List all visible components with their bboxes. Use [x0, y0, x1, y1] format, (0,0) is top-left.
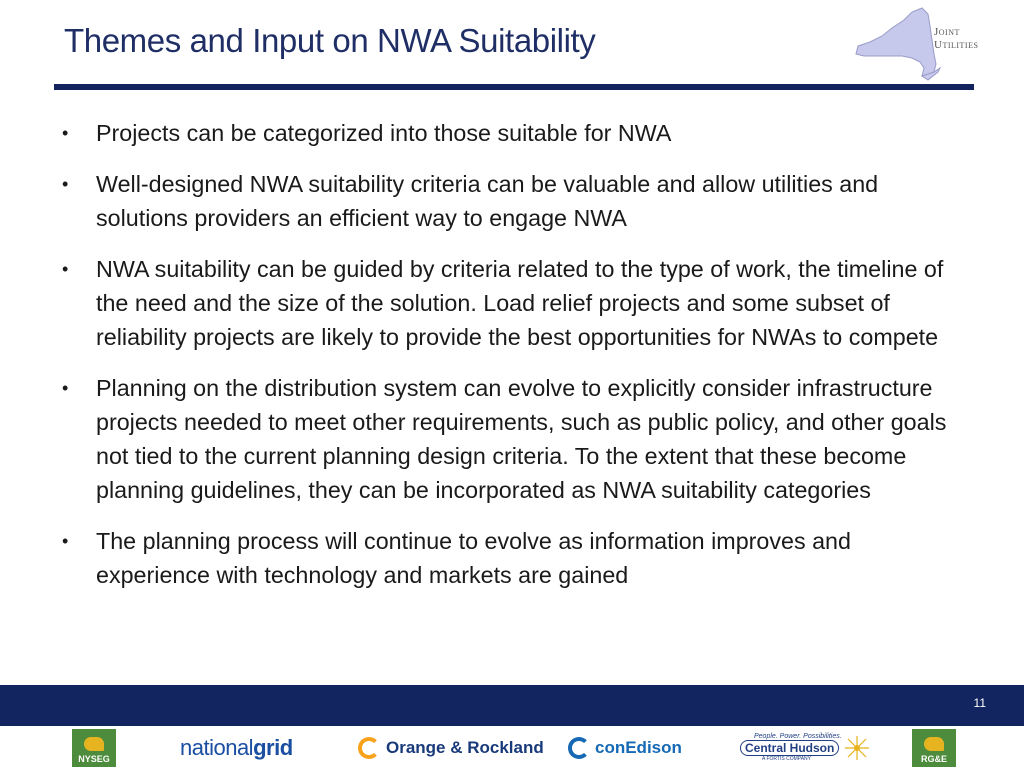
nyseg-label: NYSEG: [78, 753, 110, 764]
bullet-item: [62, 116, 962, 150]
sunburst-icon: [844, 735, 870, 761]
bullet-icon: •: [62, 531, 69, 551]
conedison-logo: [568, 727, 682, 768]
bullet-text: Well-designed NWA suitability criteria can be valuable and allow utilities and solutions providers an efficient way to engage NWA: [96, 171, 879, 231]
national-grid-logo: [180, 727, 293, 768]
bullet-icon: •: [62, 123, 69, 143]
orange-rockland-logo: [358, 727, 544, 768]
utility-logo-strip: [0, 727, 1024, 768]
bullet-text: Projects can be categorized into those suitable for NWA: [96, 120, 672, 146]
bullet-icon: •: [62, 259, 69, 279]
bullet-icon: •: [62, 378, 69, 398]
nyseg-logo: [72, 727, 116, 768]
logo-text-joint: Joint: [934, 26, 960, 38]
joint-utilities-logo: [852, 6, 1002, 82]
new-york-state-icon: [852, 6, 942, 82]
bullet-text: NWA suitability can be guided by criteria related to the type of work, the timeline of the need and the size of the solution. Load relief projects and some subset of reliability projects are likely to provide the best opportunities for NWAs to compete: [96, 256, 944, 350]
rge-logo: [912, 727, 956, 768]
bullet-item: [62, 167, 962, 235]
bullet-list: [62, 116, 962, 609]
central-hudson-sub: A FORTIS COMPANY: [762, 756, 811, 762]
title-rule: [54, 84, 974, 90]
conedison-label: conEdison: [595, 737, 682, 757]
central-hudson-tagline: People. Power. Possibilities.: [754, 733, 842, 740]
bullet-text: The planning process will continue to evolve as information improves and experience with technology and markets are gained: [96, 528, 851, 588]
conedison-icon: [568, 737, 590, 759]
orange-rockland-label: Orange & Rockland: [386, 737, 544, 757]
footer-bar: [0, 685, 1024, 726]
joint-utilities-wordmark: [934, 26, 1004, 52]
logo-text-utilities: Utilities: [934, 39, 979, 51]
leaf-icon: [924, 737, 944, 751]
central-hudson-label: Central Hudson: [740, 740, 839, 756]
bullet-text: Planning on the distribution system can evolve to explicitly consider infrastructure projects needed to meet other requirements, such as public policy, and other goals not tied to the current planning design criteria. To the extent that these become planning guidelines, they can be incorporated as NWA suitability categories: [96, 375, 947, 503]
slide-number: 11: [973, 696, 986, 710]
leaf-icon: [84, 737, 104, 751]
central-hudson-logo: [740, 727, 870, 768]
bullet-item: [62, 252, 962, 354]
page-title: Themes and Input on NWA Suitability: [64, 22, 596, 59]
bullet-item: [62, 371, 962, 507]
bullet-item: [62, 524, 962, 592]
rge-label: RG&E: [920, 753, 947, 764]
orange-rockland-icon: [358, 737, 380, 759]
national-grid-label-a: national: [180, 734, 254, 760]
bullet-icon: •: [62, 174, 69, 194]
national-grid-label-b: grid: [253, 734, 293, 760]
